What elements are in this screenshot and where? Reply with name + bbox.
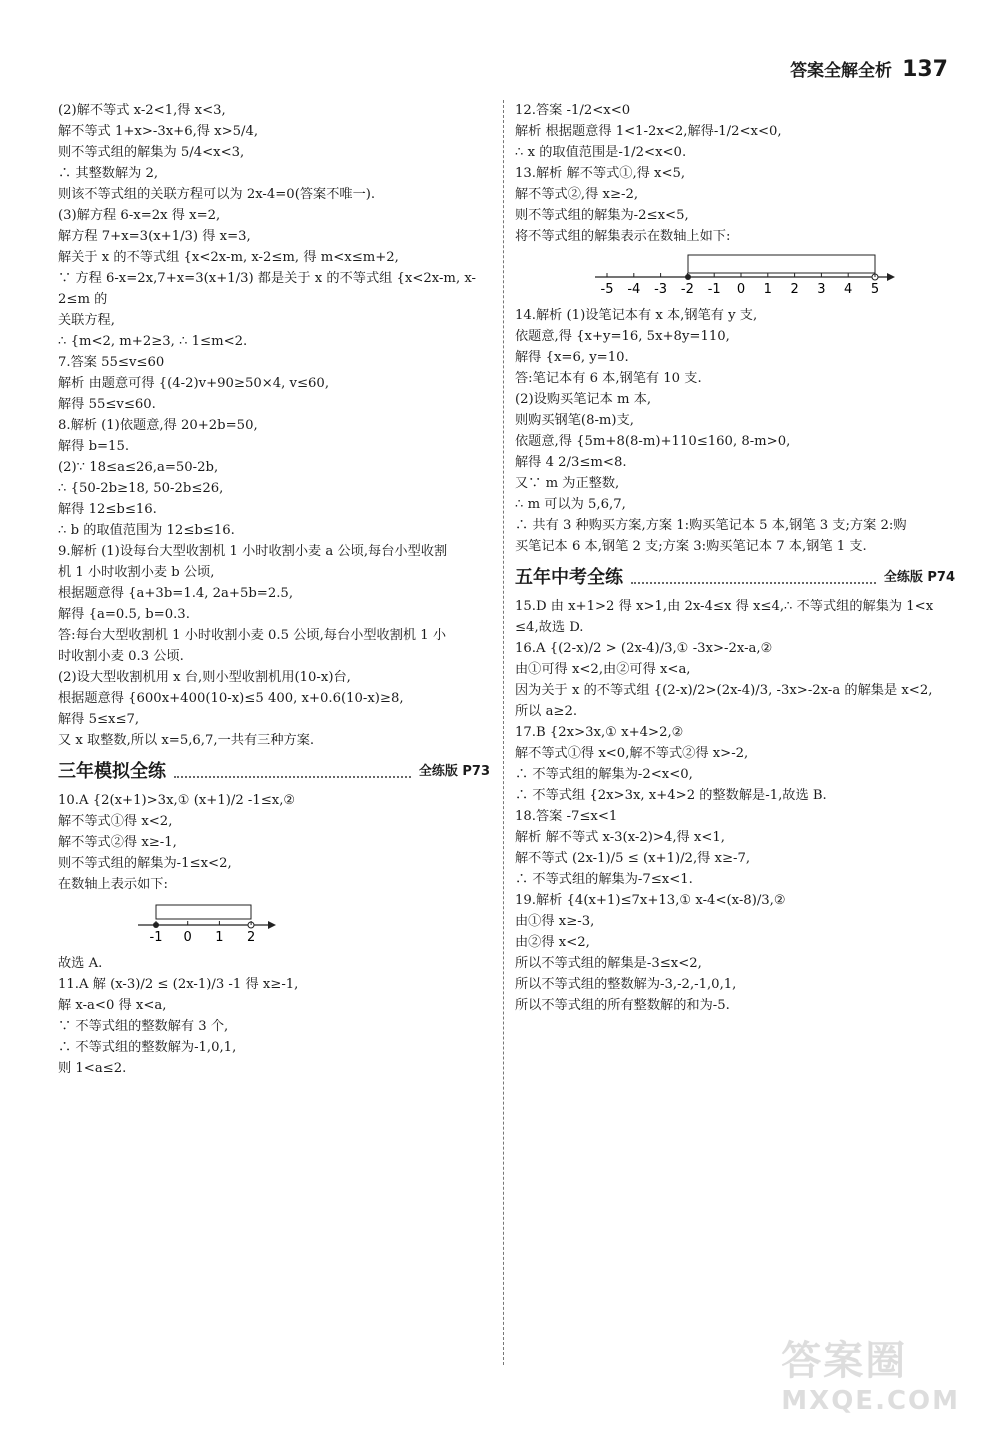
- section-ref: 全练版 P74: [883, 570, 955, 585]
- text-line: 11.A 解 (x-3)/2 ≤ (2x-1)/3 -1 得 x≥-1,: [58, 977, 299, 992]
- text-line: ∴ m 可以为 5,6,7,: [515, 497, 626, 512]
- tick-label: 1: [215, 930, 224, 945]
- left-text-block-a: [58, 100, 490, 751]
- text-line: 10.A {2(x+1)>3x,① (x+1)/2 -1≤x,②: [58, 793, 296, 808]
- text-line: 机 1 小时收割小麦 b 公顷,: [58, 565, 215, 580]
- text-line: 则购买钢笔(8-m)支,: [515, 413, 634, 428]
- tick-label: -2: [680, 282, 694, 297]
- text-line: 答:每台大型收割机 1 小时收割小麦 0.5 公顷,每台小型收割机 1 小: [58, 628, 447, 643]
- text-line: (2)设购买笔记本 m 本,: [515, 392, 652, 407]
- text-line: 解关于 x 的不等式组 {x<2x-m, x-2≤m, 得 m<x≤m+2,: [58, 250, 399, 265]
- tick-label: 0: [183, 930, 192, 945]
- right-text-block-a: [515, 100, 955, 247]
- text-line: 13.解析 解不等式①,得 x<5,: [515, 166, 686, 181]
- text-line: 故选 A.: [58, 956, 103, 971]
- section-header-five-year: [515, 567, 955, 588]
- solution-interval: [156, 905, 251, 919]
- closed-point: [685, 274, 691, 280]
- text-line: 解得 b=15.: [58, 439, 130, 454]
- axis-arrow-icon: [887, 273, 895, 281]
- text-line: 15.D 由 x+1>2 得 x>1,由 2x-4≤x 得 x≤4,∴ 不等式组的解集为 1<x: [515, 599, 934, 614]
- solution-interval: [688, 255, 875, 273]
- text-line: ∵ 不等式组的整数解有 3 个,: [58, 1019, 229, 1034]
- section-title: 五年中考全练: [515, 567, 623, 588]
- text-line: 依题意,得 {x+y=16, 5x+8y=110,: [515, 329, 730, 344]
- text-line: 8.解析 (1)依题意,得 20+2b=50,: [58, 418, 258, 433]
- tick-label: 2: [790, 282, 799, 297]
- left-text-block-b: [58, 790, 490, 895]
- text-line: (3)解方程 6-x=2x 得 x=2,: [58, 208, 221, 223]
- right-text-block-b: [515, 305, 955, 557]
- section-ref: 全练版 P73: [418, 764, 490, 779]
- text-line: 又 x 取整数,所以 x=5,6,7,一共有三种方案.: [58, 733, 315, 748]
- text-line: 所以 a≥2.: [515, 704, 578, 719]
- number-line-q13: [595, 253, 895, 299]
- page-header: [790, 56, 948, 82]
- text-line: 又∵ m 为正整数,: [515, 476, 620, 491]
- text-line: 16.A {(2-x)/2 > (2x-4)/3,① -3x>-2x-a,②: [515, 641, 773, 656]
- number-line-q10: [138, 901, 298, 947]
- text-line: 所以不等式组的解集是-3≤x<2,: [515, 956, 702, 971]
- right-text-block-c: [515, 596, 955, 1016]
- text-line: ≤4,故选 D.: [515, 620, 584, 635]
- text-line: 时收割小麦 0.3 公顷.: [58, 649, 184, 664]
- dotted-leader: [174, 766, 411, 778]
- text-line: 解不等式②,得 x≥-2,: [515, 187, 639, 202]
- text-line: 答:笔记本有 6 本,钢笔有 10 支.: [515, 371, 702, 386]
- text-line: ∴ {m<2, m+2≥3, ∴ 1≤m<2.: [58, 334, 248, 349]
- axis-arrow-icon: [268, 921, 276, 929]
- text-line: 19.解析 {4(x+1)≤7x+13,① x-4<(x-8)/3,②: [515, 893, 786, 908]
- text-line: 根据题意得 {a+3b=1.4, 2a+5b=2.5,: [58, 586, 294, 601]
- text-line: 所以不等式组的整数解为-3,-2,-1,0,1,: [515, 977, 737, 992]
- text-line: 解析 解不等式 x-3(x-2)>4,得 x<1,: [515, 830, 725, 845]
- text-line: 则不等式组的解集为-1≤x<2,: [58, 856, 232, 871]
- text-line: 因为关于 x 的不等式组 {(2-x)/2>(2x-4)/3, -3x>-2x-a 的解集是 x<2,: [515, 683, 933, 698]
- text-line: 根据题意得 {600x+400(10-x)≤5 400, x+0.6(10-x)≥8,: [58, 691, 404, 706]
- tick-label: 3: [817, 282, 826, 297]
- text-line: 12.答案 -1/2<x<0: [515, 103, 631, 118]
- text-line: 在数轴上表示如下:: [58, 877, 168, 892]
- tick-label: 2: [246, 930, 256, 945]
- tick-label: 0: [736, 282, 746, 297]
- tick-label: -5: [600, 282, 614, 297]
- text-line: ∴ b 的取值范围为 12≤b≤16.: [58, 523, 235, 538]
- text-line: ∴ x 的取值范围是-1/2<x<0.: [515, 145, 687, 160]
- text-line: 17.B {2x>3x,① x+4>2,②: [515, 725, 684, 740]
- text-line: 解析 根据题意得 1<1-2x<2,解得-1/2<x<0,: [515, 124, 782, 139]
- text-line: ∵ 方程 6-x=2x,7+x=3(x+1/3) 都是关于 x 的不等式组 {x<2x-m, x-2≤m 的: [58, 271, 476, 307]
- text-line: 由①得 x≥-3,: [515, 914, 595, 929]
- text-line: 解不等式①得 x<0,解不等式②得 x>-2,: [515, 746, 749, 761]
- text-line: (2)∵ 18≤a≤26,a=50-2b,: [58, 460, 219, 475]
- page-number: 137: [902, 57, 948, 82]
- header-title: 答案全解全析: [790, 61, 893, 81]
- text-line: 14.解析 (1)设笔记本有 x 本,钢笔有 y 支,: [515, 308, 758, 323]
- column-divider: [503, 100, 504, 1365]
- text-line: 买笔记本 6 本,钢笔 2 支;方案 3:购买笔记本 7 本,钢笔 1 支.: [515, 539, 867, 554]
- text-line: ∴ 其整数解为 2,: [58, 166, 159, 181]
- left-text-block-c: [58, 953, 490, 1079]
- tick-label: -3: [654, 282, 668, 297]
- tick-label: 5: [870, 282, 880, 297]
- text-line: 解不等式 1+x>-3x+6,得 x>5/4,: [58, 124, 259, 139]
- text-line: (2)设大型收割机用 x 台,则小型收割机用(10-x)台,: [58, 670, 351, 685]
- text-line: 解析 由题意可得 {(4-2)v+90≥50×4, v≤60,: [58, 376, 330, 391]
- text-line: ∴ 不等式组 {2x>3x, x+4>2 的整数解是-1,故选 B.: [515, 788, 827, 803]
- text-line: 7.答案 55≤v≤60: [58, 355, 165, 370]
- text-line: 由②得 x<2,: [515, 935, 590, 950]
- tick-label: -4: [627, 282, 641, 297]
- tick-label: 4: [844, 282, 853, 297]
- watermark-url: MXQE.COM: [781, 1386, 960, 1416]
- text-line: 解不等式 (2x-1)/5 ≤ (x+1)/2,得 x≥-7,: [515, 851, 751, 866]
- tick-label: 1: [763, 282, 772, 297]
- text-line: ∴ 不等式组的解集为-7≤x<1.: [515, 872, 693, 887]
- section-title: 三年模拟全练: [58, 761, 166, 782]
- text-line: 则该不等式组的关联方程可以为 2x-4=0(答案不唯一).: [58, 187, 376, 202]
- text-line: 解不等式①得 x<2,: [58, 814, 173, 829]
- dotted-leader: [631, 572, 876, 584]
- section-header-three-year: [58, 761, 490, 782]
- left-column: [58, 100, 490, 1079]
- watermark-text: 答案圈: [781, 1338, 908, 1384]
- text-line: 则不等式组的解集为-2≤x<5,: [515, 208, 689, 223]
- right-column: [515, 100, 955, 1016]
- text-line: ∴ 不等式组的解集为-2<x<0,: [515, 767, 693, 782]
- text-line: 9.解析 (1)设每台大型收割机 1 小时收割小麦 a 公顷,每台小型收割: [58, 544, 448, 559]
- text-line: 将不等式组的解集表示在数轴上如下:: [515, 229, 731, 244]
- tick-label: -1: [149, 930, 163, 945]
- text-line: 解方程 7+x=3(x+1/3) 得 x=3,: [58, 229, 251, 244]
- text-line: ∴ 不等式组的整数解为-1,0,1,: [58, 1040, 237, 1055]
- text-line: 解得 {x=6, y=10.: [515, 350, 629, 365]
- text-line: 解 x-a<0 得 x<a,: [58, 998, 167, 1013]
- text-line: 解得 5≤x≤7,: [58, 712, 140, 727]
- watermark-logo: [781, 1329, 960, 1416]
- tick-label: -1: [707, 282, 721, 297]
- text-line: (2)解不等式 x-2<1,得 x<3,: [58, 103, 226, 118]
- text-line: 依题意,得 {5m+8(8-m)+110≤160, 8-m>0,: [515, 434, 791, 449]
- text-line: 解得 4 2/3≤m<8.: [515, 455, 627, 470]
- text-line: 由①可得 x<2,由②可得 x<a,: [515, 662, 691, 677]
- text-line: 解得 {a=0.5, b=0.3.: [58, 607, 190, 622]
- text-line: 18.答案 -7≤x<1: [515, 809, 618, 824]
- text-line: 解不等式②得 x≥-1,: [58, 835, 177, 850]
- text-line: 解得 55≤v≤60.: [58, 397, 156, 412]
- text-line: ∴ {50-2b≥18, 50-2b≤26,: [58, 481, 224, 496]
- text-line: 则 1<a≤2.: [58, 1061, 127, 1076]
- text-line: 所以不等式组的所有整数解的和为-5.: [515, 998, 730, 1013]
- text-line: 则不等式组的解集为 5/4<x<3,: [58, 145, 245, 160]
- text-line: 关联方程,: [58, 313, 115, 328]
- text-line: ∴ 共有 3 种购买方案,方案 1:购买笔记本 5 本,钢笔 3 支;方案 2:购: [515, 518, 907, 533]
- text-line: 解得 12≤b≤16.: [58, 502, 157, 517]
